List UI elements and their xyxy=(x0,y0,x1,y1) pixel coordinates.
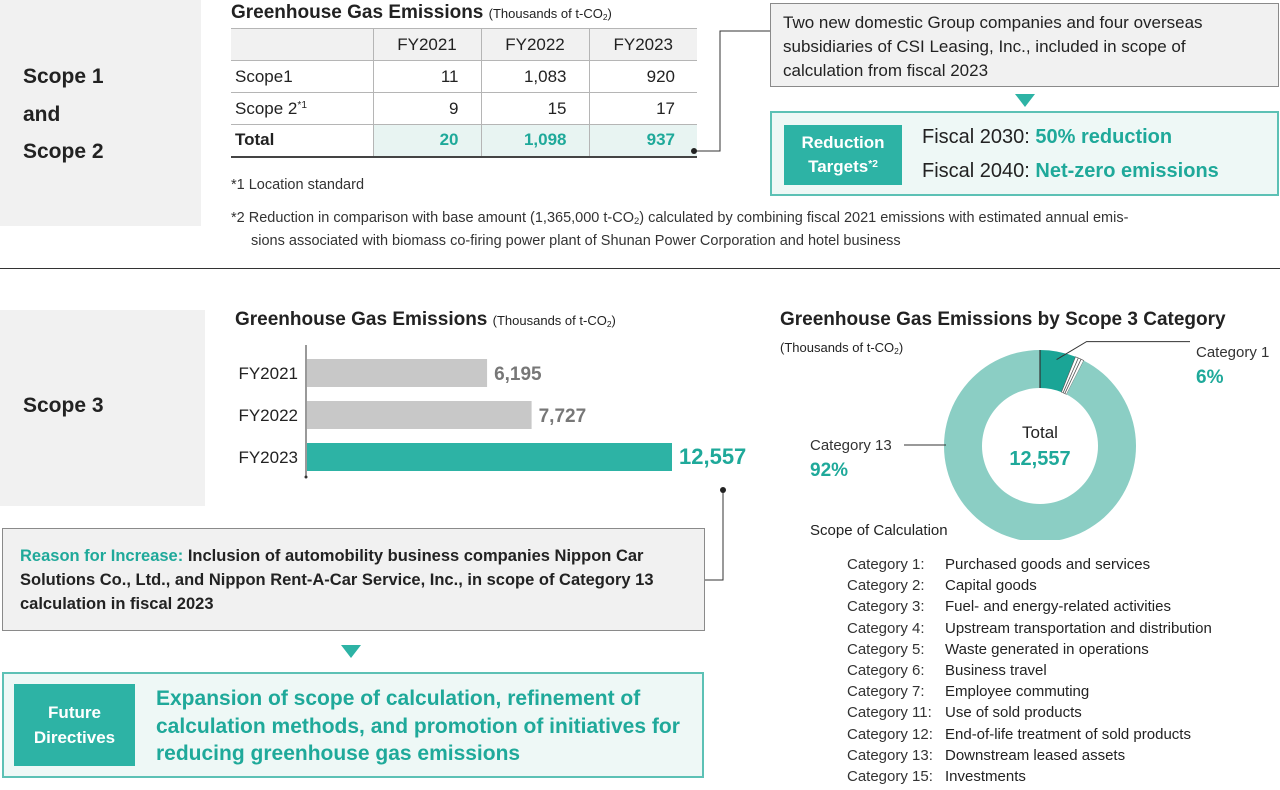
table-header-fy2023: FY2023 xyxy=(589,29,697,61)
table-cell-total: 937 xyxy=(589,125,697,157)
table-cell-total: 20 xyxy=(373,125,481,157)
table-header-row xyxy=(231,29,697,61)
table-cell: 920 xyxy=(589,61,697,93)
scope-category-item xyxy=(847,683,1267,703)
scope-category-description: Investments xyxy=(945,768,1026,785)
scope-category-item xyxy=(847,556,1267,576)
scope3-label-box xyxy=(0,310,205,506)
scope-category-item xyxy=(847,662,1267,682)
bar-value-label: 6,195 xyxy=(494,364,542,385)
scope-category-description: End-of-life treatment of sold products xyxy=(945,725,1191,743)
bar-value-label: 7,727 xyxy=(538,406,587,427)
target-2040: Fiscal 2040: Net-zero emissions xyxy=(922,160,1219,182)
table-row-scope2 xyxy=(231,93,697,125)
future-directives-box xyxy=(2,672,704,778)
reduction-targets-badge: Reduction Targets$^{*2}$ xyxy=(784,125,902,185)
scope-category-number: Category 11: xyxy=(847,704,932,722)
table-row-label: Scope 2$^{*1}$ xyxy=(231,93,373,125)
table-row-label: Scope1 xyxy=(231,61,373,93)
bar-chart-title: Greenhouse Gas Emissions (Thousands of $t-CO_2$) xyxy=(235,309,616,330)
down-arrow-icon xyxy=(1015,94,1035,107)
table-header-fy2021: FY2021 xyxy=(373,29,481,61)
scope12-emissions-table xyxy=(231,28,697,158)
scope-category-item xyxy=(847,620,1267,640)
donut-center-value: 12,557 xyxy=(1009,448,1071,470)
scope-of-calculation-title: Scope of Calculation xyxy=(810,522,948,539)
scope-category-item xyxy=(847,598,1267,618)
scope-of-calculation-list xyxy=(847,556,1267,788)
scope-category-number: Category 5: xyxy=(847,640,925,658)
scope-category-number: Category 6: xyxy=(847,662,925,679)
bar-fy2022 xyxy=(307,401,532,429)
total-connector-line xyxy=(690,25,780,160)
footnote-1: *1 Location standard xyxy=(231,177,365,193)
reduction-targets-box xyxy=(770,111,1279,196)
category-1-callout-line xyxy=(1057,342,1190,360)
scope-category-description: Capital goods xyxy=(945,577,1037,595)
bar-category-label: FY2021 xyxy=(238,364,298,383)
scope-category-item xyxy=(847,577,1267,597)
scope3-label: Scope 3 xyxy=(23,394,104,417)
table-cell: 1,083 xyxy=(481,61,589,93)
table-header-blank xyxy=(231,29,373,61)
scope-category-description: Upstream transportation and distribution xyxy=(945,619,1212,637)
table-title-text: Greenhouse Gas Emissions xyxy=(231,2,484,23)
table-unit: (Thousands of $t-CO_2$) xyxy=(488,6,612,23)
scope-category-number: Category 13: xyxy=(847,746,933,764)
scope-category-item xyxy=(847,747,1267,767)
scope-category-number: Category 3: xyxy=(847,598,925,616)
scope-change-note: Two new domestic Group companies and four overseas subsidiaries of CSI Leasing, Inc., included in scope of calculation from fiscal 2023 xyxy=(770,3,1279,87)
scope-category-item xyxy=(847,768,1267,788)
category-13-label: Category 13 xyxy=(810,437,892,454)
scope-category-number: Category 2: xyxy=(847,577,925,595)
scope12-label-box xyxy=(0,0,201,226)
scope3-donut-chart xyxy=(800,340,1280,540)
scope-category-description: Fuel- and energy-related activities xyxy=(945,598,1171,616)
category-1-label: Category 1 xyxy=(1196,344,1270,361)
scope12-line-3: Scope 2 xyxy=(23,140,104,163)
scope-category-description: Use of sold products xyxy=(945,704,1082,722)
scope-category-description: Business travel xyxy=(945,662,1047,679)
scope-category-item xyxy=(847,704,1267,724)
donut-center-label: Total xyxy=(1022,423,1058,442)
bar-fy2023 xyxy=(307,443,672,471)
bar-category-label: FY2023 xyxy=(238,448,298,467)
table-row-scope1 xyxy=(231,61,697,93)
scope-category-number: Category 15: xyxy=(847,768,933,785)
scope-category-description: Waste generated in operations xyxy=(945,640,1149,658)
scope-category-number: Category 7: xyxy=(847,683,925,701)
scope12-table-title xyxy=(231,2,612,24)
future-directives-badge: Future Directives xyxy=(14,684,135,766)
section-divider xyxy=(0,268,1280,269)
table-cell-total: 1,098 xyxy=(481,125,589,157)
reason-text: Inclusion of automobility business companies Nippon Car Solutions Co., Ltd., and Nippon Rent-A-Car Service, Inc., in scope of Category 13 calculation in fiscal 2023 xyxy=(20,547,654,613)
table-cell: 9 xyxy=(373,93,481,125)
scope-category-description: Employee commuting xyxy=(945,683,1090,701)
donut-chart-title: Greenhouse Gas Emissions by Scope 3 Category xyxy=(780,309,1226,330)
donut-chart-unit: (Thousands of $t-CO_2$) xyxy=(780,340,904,357)
bar-axis-end xyxy=(305,476,308,479)
table-header-fy2022: FY2022 xyxy=(481,29,589,61)
category-13-value: 92% xyxy=(810,460,849,481)
scope-category-number: Category 1: xyxy=(847,556,925,573)
target-2030: Fiscal 2030: 50% reduction xyxy=(922,126,1173,148)
scope-category-number: Category 12: xyxy=(847,725,933,743)
scope12-line-1: Scope 1 xyxy=(23,65,104,88)
down-arrow-icon xyxy=(341,645,361,658)
table-cell: 11 xyxy=(373,61,481,93)
scope-category-description: Purchased goods and services xyxy=(945,556,1151,573)
footnote-2: *2 Reduction in comparison with base amount (1,365,000 $t-CO_2$) calculated by combining fiscal 2021 emissions with estimated annual emis- sions associated with biomass co-firing power plant of Shunan Power Corporation and hotel business xyxy=(231,210,1129,249)
scope-category-description: Downstream leased assets xyxy=(945,746,1126,764)
scope-category-item xyxy=(847,641,1267,661)
table-cell: 17 xyxy=(589,93,697,125)
scope-category-item xyxy=(847,726,1267,746)
bar-value-label: 12,557 xyxy=(679,444,747,469)
scope12-line-2: and xyxy=(23,102,61,126)
reason-connector-line xyxy=(700,482,740,592)
future-directives-text: Expansion of scope of calculation, refinement of calculation methods, and promotion of initiatives for reducing greenhouse gas emissions xyxy=(156,687,680,765)
scope3-bar-chart xyxy=(220,340,760,500)
category-1-value: 6% xyxy=(1196,367,1224,388)
bar-fy2021 xyxy=(307,359,487,387)
reason-highlight: Reason for Increase: xyxy=(20,547,184,565)
table-row-label: Total xyxy=(231,125,373,157)
table-row-total xyxy=(231,125,697,157)
table-cell: 15 xyxy=(481,93,589,125)
scope-category-number: Category 4: xyxy=(847,619,925,637)
bar-category-label: FY2022 xyxy=(238,406,298,425)
reason-for-increase-box xyxy=(2,528,705,631)
